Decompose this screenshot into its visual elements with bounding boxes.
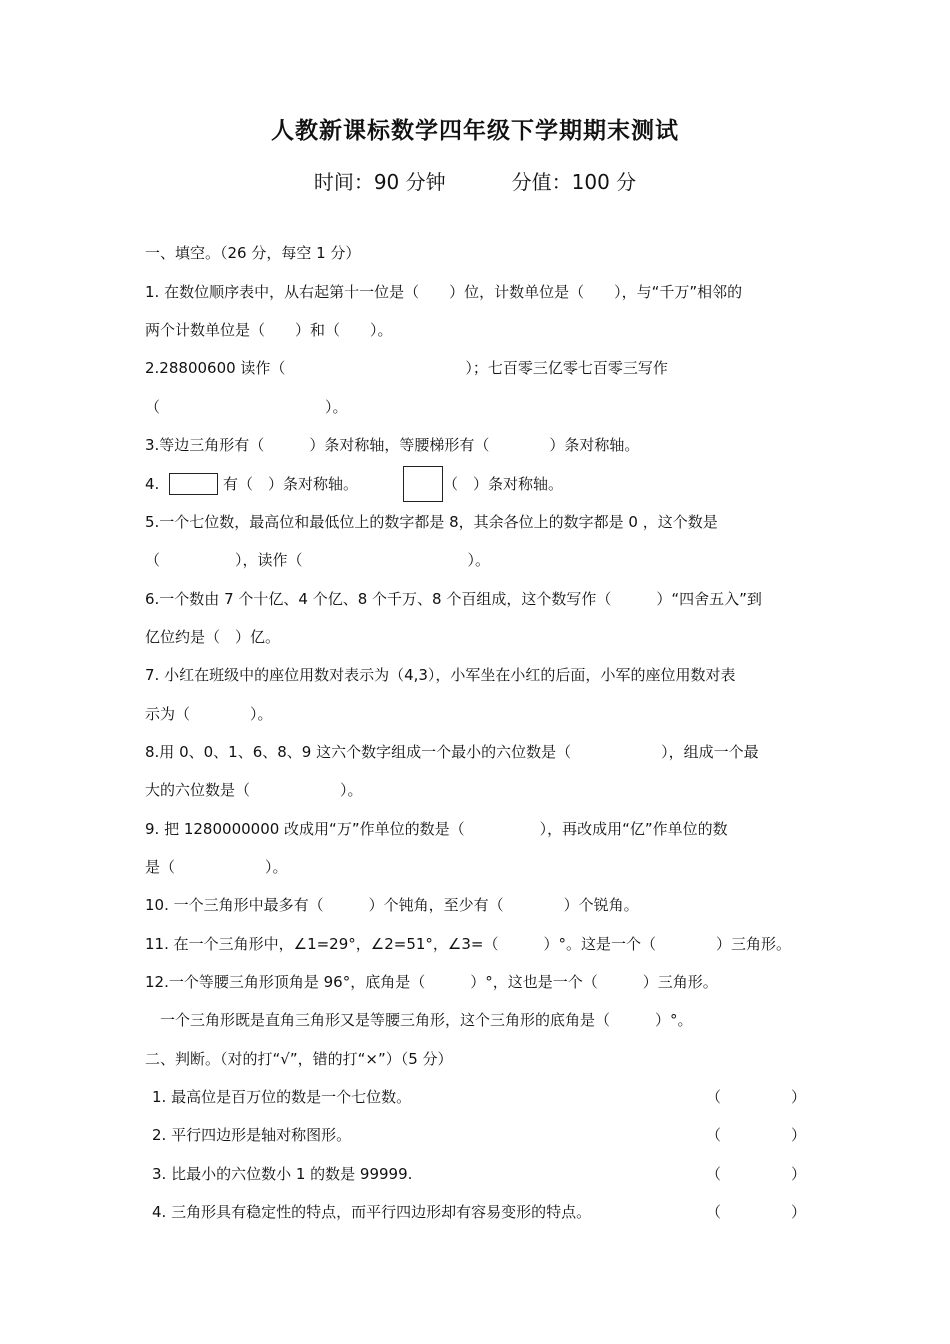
- section1-heading: 一、填空。（26 分，每空 1 分）: [145, 244, 361, 262]
- q6-line1: 6.一个数由 7 个十亿、4 个亿、8 个千万、8 个百组成，这个数写作（ ）“四舍五入”到: [145, 590, 762, 608]
- q6-line2: 亿位约是（ ）亿。: [145, 628, 281, 646]
- q1-line1: 1. 在数位顺序表中，从右起第十一位是（ ）位，计数单位是（ ），与“千万”相邻的: [145, 283, 743, 301]
- judge-item-3: 3. 比最小的六位数小 1 的数是 99999.: [152, 1165, 413, 1183]
- score-label: 分值：100 分: [511, 170, 637, 194]
- paren-open: （: [706, 1203, 722, 1221]
- q2-line2: （ ）。: [145, 398, 348, 416]
- q8-line2: 大的六位数是（ ）。: [145, 781, 363, 799]
- page-title: 人教新课标数学四年级下学期期末测试: [271, 118, 679, 144]
- answer-paren-1: [706, 1087, 806, 1107]
- q4-number: 4.: [145, 475, 160, 493]
- q7-line2: 示为（ ）。: [145, 705, 273, 723]
- paren-open: （: [706, 1126, 722, 1144]
- time-label: 时间：90 分钟: [313, 170, 446, 194]
- answer-paren-4: [706, 1202, 806, 1222]
- paren-open: （: [706, 1088, 722, 1106]
- q10-line: 10. 一个三角形中最多有（ ）个钝角，至少有（ ）个锐角。: [145, 896, 639, 914]
- q4-part2: （ ）条对称轴。: [443, 475, 564, 493]
- q5-line2: （ ），读作（ ）。: [145, 551, 491, 569]
- section2-heading: 二、判断。（对的打“√”，错的打“×”）（5 分）: [145, 1050, 453, 1068]
- square-figure: [403, 466, 443, 502]
- exam-info: [0, 166, 950, 195]
- answer-paren-3: [706, 1164, 806, 1184]
- q8-line1: 8.用 0、0、1、6、8、9 这六个数字组成一个最小的六位数是（ ），组成一个最: [145, 743, 759, 761]
- q12-line1: 12.一个等腰三角形顶角是 96°，底角是（ ）°，这也是一个（ ）三角形。: [145, 973, 718, 991]
- q2-line1: 2.28800600 读作（ ）；七百零三亿零七百零三写作: [145, 359, 668, 377]
- judge-item-2: 2. 平行四边形是轴对称图形。: [152, 1126, 352, 1144]
- q5-line1: 5.一个七位数，最高位和最低位上的数字都是 8，其余各位上的数字都是 0 ，这个数是: [145, 513, 718, 531]
- paren-close: ）: [790, 1165, 806, 1183]
- paren-close: ）: [790, 1203, 806, 1221]
- q7-line1: 7. 小红在班级中的座位用数对表示为（4,3），小军坐在小红的后面，小军的座位用数对表: [145, 666, 736, 684]
- q3-line: 3.等边三角形有（ ）条对称轴，等腰梯形有（ ）条对称轴。: [145, 436, 640, 454]
- paren-open: （: [706, 1165, 722, 1183]
- q9-line2: 是（ ）。: [145, 858, 288, 876]
- paren-close: ）: [790, 1126, 806, 1144]
- judge-item-4: 4. 三角形具有稳定性的特点，而平行四边形却有容易变形的特点。: [152, 1203, 592, 1221]
- rectangle-figure: [169, 473, 218, 495]
- judge-item-1: 1. 最高位是百万位的数是一个七位数。: [152, 1088, 412, 1106]
- q9-line1: 9. 把 1280000000 改成用“万”作单位的数是（ ），再改成用“亿”作单位的数: [145, 820, 728, 838]
- q4-part1: 有（ ）条对称轴。: [223, 475, 359, 493]
- answer-paren-2: [706, 1125, 806, 1145]
- paren-close: ）: [790, 1088, 806, 1106]
- q1-line2: 两个计数单位是（ ）和（ ）。: [145, 321, 393, 339]
- q11-line: 11. 在一个三角形中，∠1=29°，∠2=51°，∠3=（ ）°。这是一个（ ）三角形。: [145, 935, 791, 953]
- q12-line2: 一个三角形既是直角三角形又是等腰三角形，这个三角形的底角是（ ）°。: [160, 1011, 693, 1029]
